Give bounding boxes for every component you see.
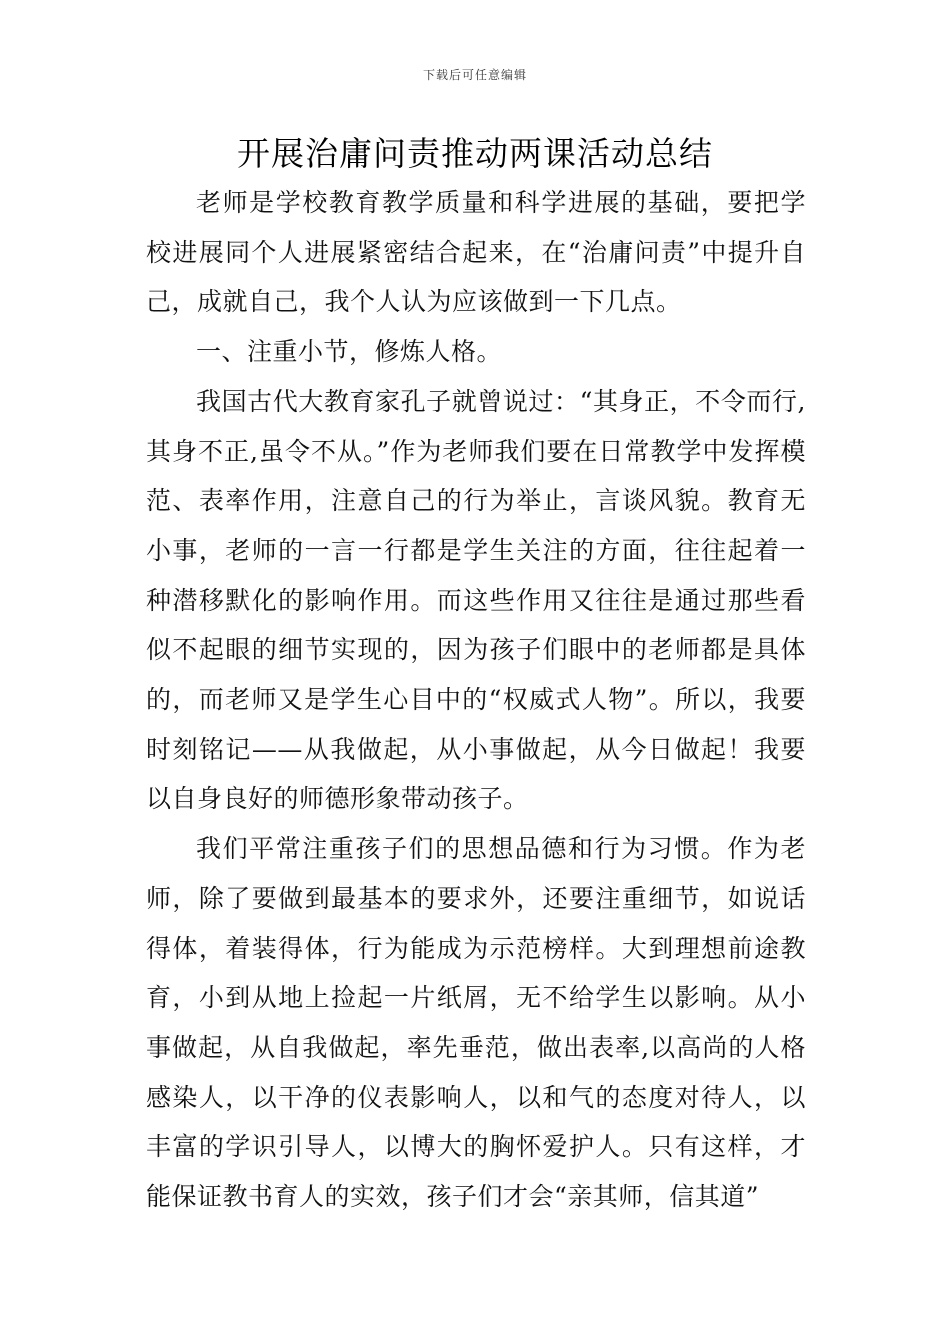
paragraph-habits: 我们平常注重孩子们的思想品德和行为习惯。作为老师，除了要做到最基本的要求外，还要注重细节，如说话得体，着装得体，行为能成为示范榜样。大到理想前途教育，小到从地上捡起一片纸屑，无不给学生以影响。从小事做起，从自我做起，率先垂范，做出表率,以高尚的人格感染人，以干净的仪表影响人，以和气的态度对待人，以丰富的学识引导人，以博大的胸怀爱护人。只有这样，才能保证教书育人的实效，孩子们才会“亲其师，信其道” xyxy=(146,834,806,1212)
paragraph-confucius: 我国古代大教育家孔子就曾说过：“其身正，不令而行,其身不正,虽令不从。”作为老师我们要在日常教学中发挥模范、表率作用，注意自己的行为举止，言谈风貌。教育无小事，老师的一言一行都是学生关注的方面，往往起着一种潜移默化的影响作用。而这些作用又往往是通过那些看似不起眼的细节实现的，因为孩子们眼中的老师都是具体的，而老师又是学生心目中的“权威式人物”。所以，我要时刻铭记——从我做起，从小事做起，从今日做起！我要以自身良好的师德形象带动孩子。 xyxy=(146,386,806,814)
paragraph-intro: 老师是学校教育教学质量和科学进展的基础，要把学校进展同个人进展紧密结合起来，在“治庸问责”中提升自己，成就自己，我个人认为应该做到一下几点。 xyxy=(146,188,806,317)
section-heading-1: 一、注重小节，修炼人格。 xyxy=(196,337,503,367)
document-title: 开展治庸问责推动两课活动总结 xyxy=(237,134,713,173)
document-body xyxy=(146,178,806,1222)
header-note: 下载后可任意编辑 xyxy=(422,68,527,82)
